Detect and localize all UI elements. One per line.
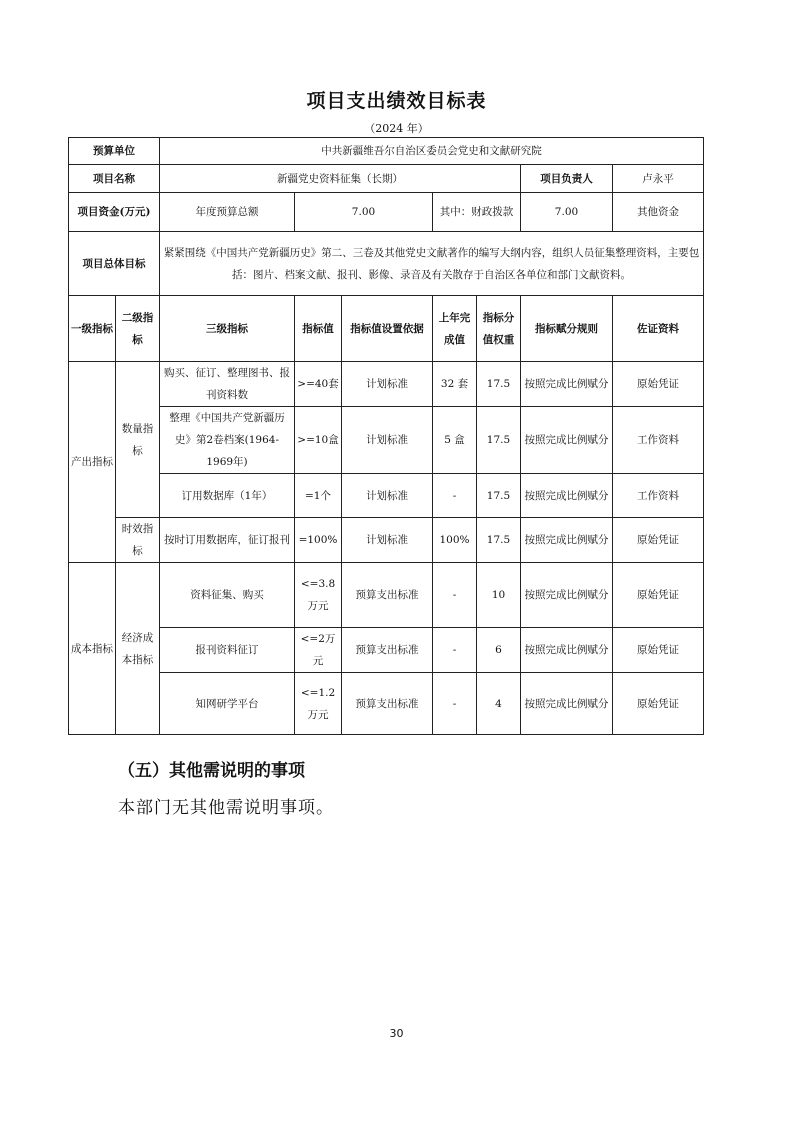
table-row <box>69 518 704 563</box>
table-row <box>69 563 704 628</box>
evidence-cell: 工作资料 <box>613 474 704 518</box>
rule-cell: 按照完成比例赋分 <box>521 474 613 518</box>
weight-cell: 6 <box>477 628 521 673</box>
evidence-cell: 原始凭证 <box>613 628 704 673</box>
prev-cell: 5 盒 <box>433 407 477 474</box>
basis-cell: 计划标准 <box>342 474 433 518</box>
table-row <box>69 407 704 474</box>
header-evidence: 佐证资料 <box>613 296 704 362</box>
annual-budget-label: 年度预算总额 <box>160 193 295 232</box>
value-cell: >=10盒 <box>295 407 342 474</box>
budget-unit-label: 预算单位 <box>69 138 160 165</box>
basis-cell: 预算支出标准 <box>342 563 433 628</box>
table-year: （2024 年） <box>364 122 429 135</box>
value-cell: <=2万元 <box>295 628 342 673</box>
overall-goal-label: 项目总体目标 <box>69 232 160 296</box>
prev-cell: - <box>433 673 477 735</box>
evidence-cell: 原始凭证 <box>613 563 704 628</box>
level3-cell: 购买、征订、整理图书、报刊资料数 <box>160 362 295 407</box>
page-number: 30 <box>389 1027 404 1040</box>
prev-cell: 100% <box>433 518 477 563</box>
table-row <box>69 673 704 735</box>
level3-cell: 订用数据库（1年） <box>160 474 295 518</box>
rule-cell: 按照完成比例赋分 <box>521 518 613 563</box>
prev-cell: 32 套 <box>433 362 477 407</box>
evidence-cell: 原始凭证 <box>613 518 704 563</box>
value-cell: >=40套 <box>295 362 342 407</box>
fiscal-allocation-label: 其中：财政拨款 <box>433 193 521 232</box>
prev-cell: - <box>433 563 477 628</box>
section-heading: （五）其他需说明的事项 <box>118 761 305 781</box>
level3-cell: 资料征集、购买 <box>160 563 295 628</box>
level3-cell: 整理《中国共产党新疆历史》第2卷档案(1964-1969年) <box>160 407 295 474</box>
table-row <box>69 474 704 518</box>
rule-cell: 按照完成比例赋分 <box>521 362 613 407</box>
level3-cell: 报刊资料征订 <box>160 628 295 673</box>
basis-cell: 计划标准 <box>342 407 433 474</box>
header-value: 指标值 <box>295 296 342 362</box>
basis-cell: 预算支出标准 <box>342 628 433 673</box>
header-level2: 二级指标 <box>116 296 160 362</box>
project-owner-value: 卢永平 <box>613 165 704 193</box>
value-cell: =100% <box>295 518 342 563</box>
weight-cell: 10 <box>477 563 521 628</box>
overall-goal-text: 紧紧围绕《中国共产党新疆历史》第二、三卷及其他党史文献著作的编写大纲内容，组织人员征集整理资料，主要包括：图片、档案文献、报刊、影像、录音及有关散存于自治区各单位和部门文献资料。 <box>160 232 704 296</box>
header-prev: 上年完成值 <box>433 296 477 362</box>
basis-cell: 计划标准 <box>342 518 433 563</box>
level1-cost: 成本指标 <box>69 563 116 735</box>
header-rule: 指标赋分规则 <box>521 296 613 362</box>
header-basis: 指标值设置依据 <box>342 296 433 362</box>
value-cell: <=1.2万元 <box>295 673 342 735</box>
weight-cell: 17.5 <box>477 474 521 518</box>
prev-cell: - <box>433 628 477 673</box>
header-weight: 指标分值权重 <box>477 296 521 362</box>
rule-cell: 按照完成比例赋分 <box>521 628 613 673</box>
fiscal-allocation-value: 7.00 <box>521 193 613 232</box>
level3-cell: 知网研学平台 <box>160 673 295 735</box>
evidence-cell: 原始凭证 <box>613 362 704 407</box>
project-owner-label: 项目负责人 <box>521 165 613 193</box>
weight-cell: 17.5 <box>477 362 521 407</box>
weight-cell: 4 <box>477 673 521 735</box>
budget-unit-value: 中共新疆维吾尔自治区委员会党史和文献研究院 <box>160 138 704 165</box>
value-cell: <=3.8万元 <box>295 563 342 628</box>
level3-cell: 按时订用数据库，征订报刊 <box>160 518 295 563</box>
project-name-label: 项目名称 <box>69 165 160 193</box>
basis-cell: 预算支出标准 <box>342 673 433 735</box>
level2-quantity: 数量指标 <box>116 362 160 518</box>
prev-cell: - <box>433 474 477 518</box>
evidence-cell: 工作资料 <box>613 407 704 474</box>
table-row <box>69 628 704 673</box>
rule-cell: 按照完成比例赋分 <box>521 407 613 474</box>
header-level3: 三级指标 <box>160 296 295 362</box>
annual-budget-value: 7.00 <box>295 193 433 232</box>
weight-cell: 17.5 <box>477 518 521 563</box>
project-name-value: 新疆党史资料征集（长期） <box>160 165 521 193</box>
evidence-cell: 原始凭证 <box>613 673 704 735</box>
rule-cell: 按照完成比例赋分 <box>521 673 613 735</box>
level1-output: 产出指标 <box>69 362 116 563</box>
page-title: 项目支出绩效目标表 <box>306 90 487 112</box>
rule-cell: 按照完成比例赋分 <box>521 563 613 628</box>
weight-cell: 17.5 <box>477 407 521 474</box>
other-funds-label: 其他资金 <box>613 193 704 232</box>
basis-cell: 计划标准 <box>342 362 433 407</box>
level2-economic-cost: 经济成本指标 <box>116 563 160 735</box>
value-cell: =1个 <box>295 474 342 518</box>
header-level1: 一级指标 <box>69 296 116 362</box>
section-text: 本部门无其他需说明事项。 <box>118 798 334 818</box>
level2-timeliness: 时效指标 <box>116 518 160 563</box>
table-row <box>69 362 704 407</box>
project-funds-label: 项目资金(万元) <box>69 193 160 232</box>
performance-target-table <box>68 137 704 735</box>
